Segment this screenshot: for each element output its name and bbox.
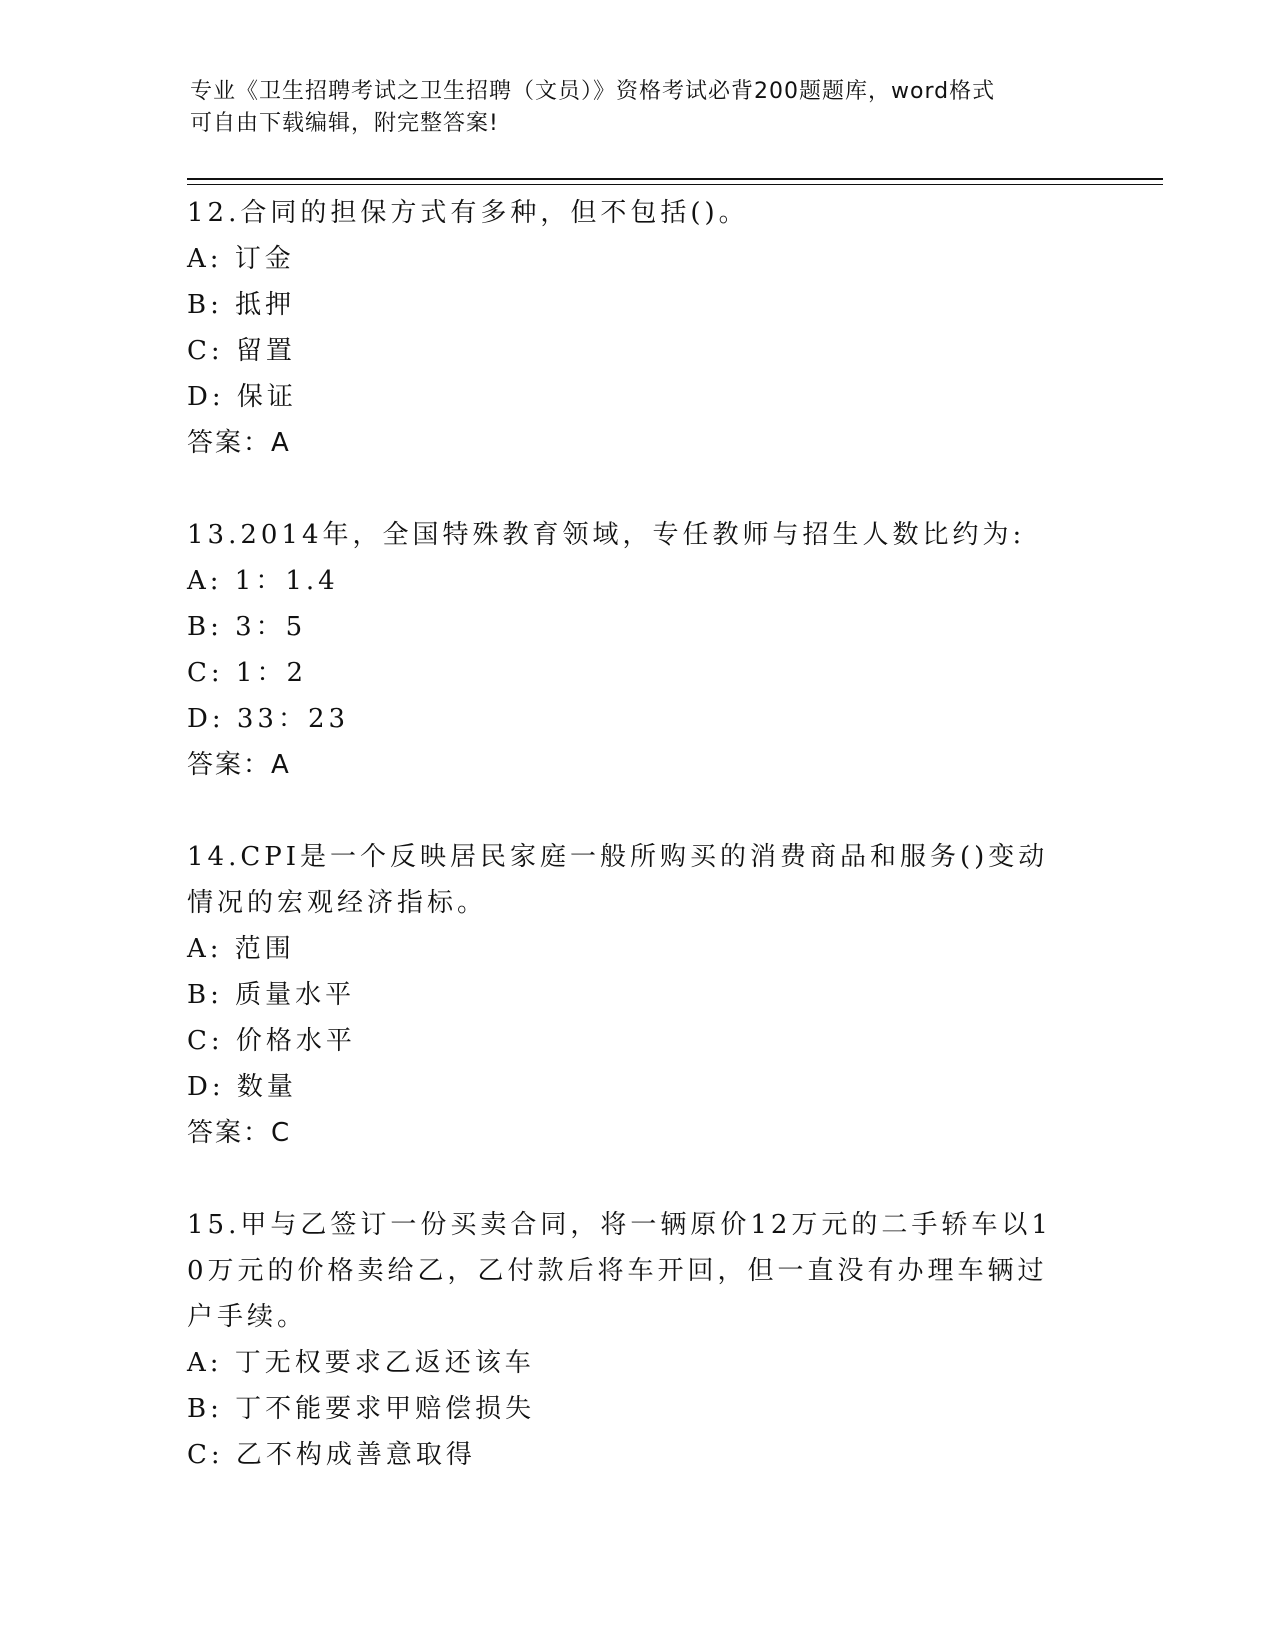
question-15 <box>187 1202 1067 1478</box>
answer-label: 答案：A <box>187 428 291 458</box>
header-divider-thick <box>187 178 1163 180</box>
option-d: D: 保证 <box>187 382 297 412</box>
option-a: A: 1：1.4 <box>187 566 339 596</box>
answer-label: 答案：C <box>187 1118 292 1148</box>
question-stem: 15.甲与乙签订一份买卖合同，将一辆原价12万元的二手轿车以10万元的价格卖给乙，乙付款后将车开回，但一直没有办理车辆过户手续。 <box>187 1210 1052 1332</box>
option-b: B: 丁不能要求甲赔偿损失 <box>187 1394 536 1424</box>
option-c: C: 价格水平 <box>187 1026 356 1056</box>
option-b: B: 抵押 <box>187 290 296 320</box>
option-c: C: 1：2 <box>187 658 308 688</box>
header-divider-thin <box>187 184 1163 185</box>
option-c: C: 留置 <box>187 336 296 366</box>
header-line-1: 专业《卫生招聘考试之卫生招聘（文员）》资格考试必背200题题库，word格式 <box>190 79 996 104</box>
option-c: C: 乙不构成善意取得 <box>187 1440 476 1470</box>
option-a: A: 订金 <box>187 244 295 274</box>
question-14 <box>187 834 1067 1156</box>
option-d: D: 数量 <box>187 1072 297 1102</box>
question-12 <box>187 190 1067 466</box>
question-13 <box>187 512 1067 788</box>
option-b: B: 3：5 <box>187 612 307 642</box>
header-line-2: 可自由下载编辑，附完整答案! <box>190 111 499 136</box>
question-stem: 12.合同的担保方式有多种，但不包括()。 <box>187 198 749 228</box>
option-d: D: 33：23 <box>187 704 350 734</box>
question-stem: 13.2014年，全国特殊教育领域，专任教师与招生人数比约为: <box>187 520 1026 550</box>
question-list <box>187 190 1067 1524</box>
answer-label: 答案：A <box>187 750 291 780</box>
option-a: A: 范围 <box>187 934 295 964</box>
question-stem: 14.CPI是一个反映居民家庭一般所购买的消费商品和服务()变动情况的宏观经济指标。 <box>187 842 1049 918</box>
option-a: A: 丁无权要求乙返还该车 <box>187 1348 535 1378</box>
document-header <box>190 76 1090 140</box>
option-b: B: 质量水平 <box>187 980 356 1010</box>
